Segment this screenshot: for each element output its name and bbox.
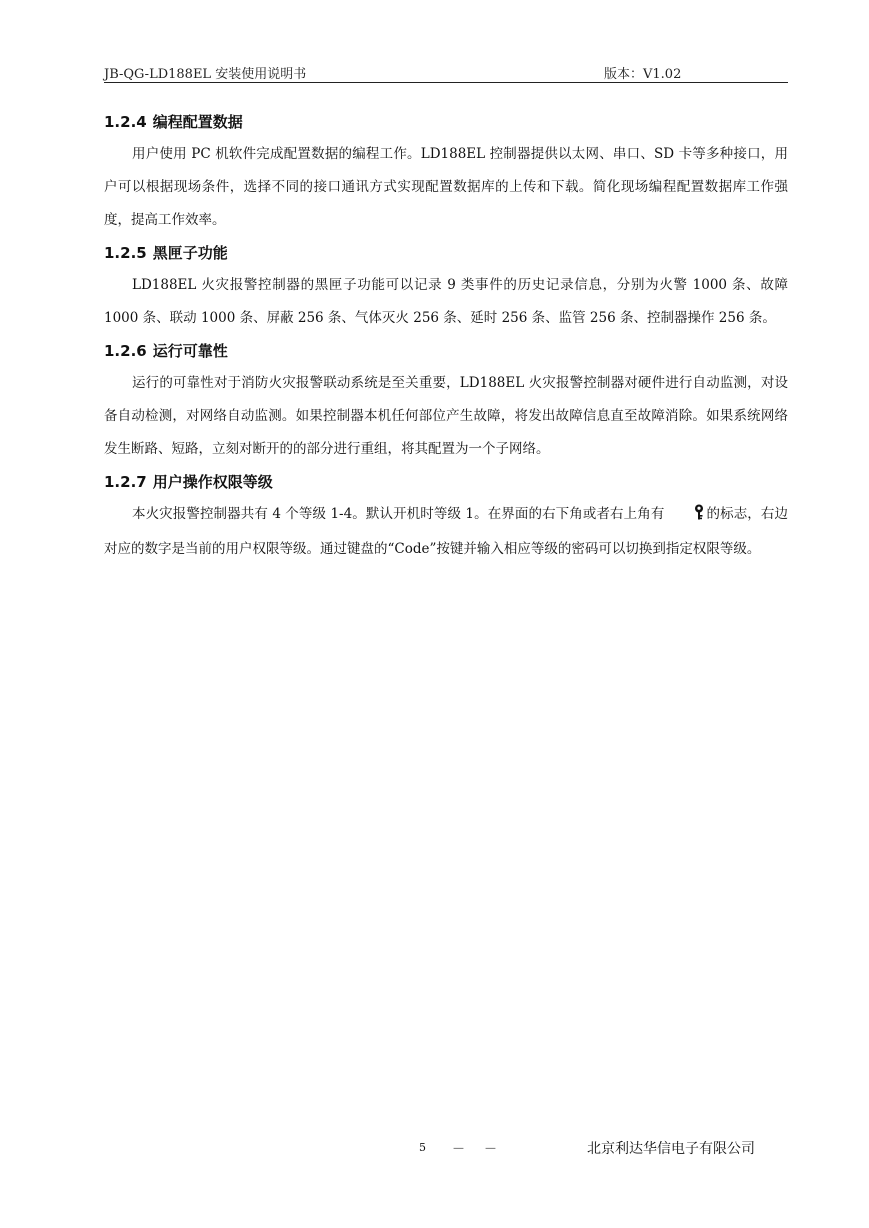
footer-dash: － bbox=[484, 1142, 498, 1157]
section-1-2-7 bbox=[104, 470, 788, 566]
company-name: 北京利达华信电子有限公司 bbox=[587, 1141, 755, 1157]
page-header bbox=[104, 60, 788, 83]
section-heading bbox=[104, 470, 788, 494]
footer-dash: － bbox=[452, 1142, 466, 1157]
section-paragraph: LD188EL 火灾报警控制器的黑匣子功能可以记录 9 类事件的历史记录信息，分别为火警 1000 条、故障 1000 条、联动 1000 条、屏蔽 256 条、气体灭火 256 条、延时 256 条、监管 256 条、控制器操作 256 条。 bbox=[104, 277, 788, 326]
section-paragraph bbox=[104, 498, 788, 566]
section-paragraph: 运行的可靠性对于消防火灾报警联动系统是至关重要，LD188EL 火灾报警控制器对硬件进行自动监测，对设备自动检测，对网络自动监测。如果控制器本机任何部位产生故障，将发出故障信息直至故障消除。如果系统网络发生断路、短路，立刻对断开的的部分进行重组，将其配置为一个子网络。 bbox=[104, 375, 788, 457]
section-title: 运行可靠性 bbox=[152, 342, 228, 360]
section-heading bbox=[104, 339, 788, 363]
page-footer bbox=[0, 1138, 869, 1158]
section-1-2-4 bbox=[104, 110, 788, 237]
section-title: 黑匣子功能 bbox=[152, 244, 228, 262]
section-number: 1.2.6 bbox=[104, 342, 147, 360]
key-icon bbox=[665, 500, 705, 533]
section-title: 编程配置数据 bbox=[152, 113, 243, 131]
paragraph-text-after-icon: 的标志，右边对应的数字是当前的用户权限等级。通过键盘的“Code”按键并输入相应等级的密码可以切换到指定权限等级。 bbox=[104, 506, 788, 557]
page-content bbox=[104, 110, 788, 570]
section-number: 1.2.4 bbox=[104, 113, 147, 131]
page-number: 5 bbox=[419, 1141, 426, 1154]
document-title: JB-QG-LD188EL 安装使用说明书 bbox=[104, 67, 307, 82]
section-1-2-5 bbox=[104, 241, 788, 335]
section-number: 1.2.5 bbox=[104, 244, 147, 262]
paragraph-text-before-icon: 本火灾报警控制器共有 4 个等级 1-4。默认开机时等级 1。在界面的右下角或者右上角有 bbox=[132, 506, 665, 522]
section-paragraph: 用户使用 PC 机软件完成配置数据的编程工作。LD188EL 控制器提供以太网、串口、SD 卡等多种接口，用户可以根据现场条件，选择不同的接口通讯方式实现配置数据库的上传和下载。简化现场编程配置数据库工作强度，提高工作效率。 bbox=[104, 146, 788, 228]
version-label: 版本：V1.02 bbox=[604, 67, 682, 82]
section-heading bbox=[104, 110, 788, 134]
section-number: 1.2.7 bbox=[104, 473, 147, 491]
section-heading bbox=[104, 241, 788, 265]
section-1-2-6 bbox=[104, 339, 788, 466]
section-title: 用户操作权限等级 bbox=[152, 473, 273, 491]
